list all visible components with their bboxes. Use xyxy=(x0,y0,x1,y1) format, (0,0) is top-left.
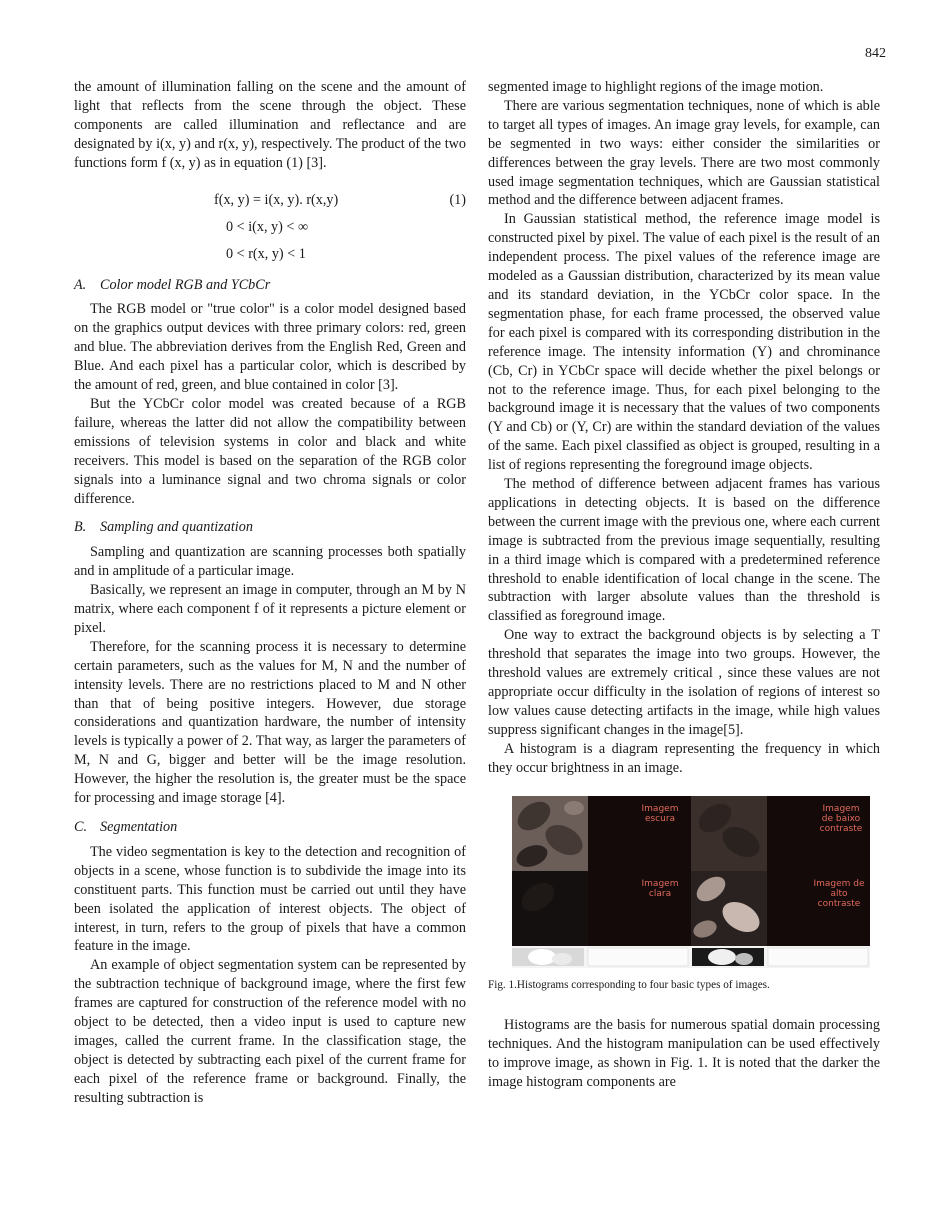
left-column xyxy=(74,78,466,1108)
section-label: C. xyxy=(74,819,88,835)
paragraph: Sampling and quantization are scanning processes both spatially and in amplitude of a particular image. xyxy=(74,544,466,580)
label-light-image: Imagem clara xyxy=(641,878,679,899)
right-column xyxy=(488,78,880,1092)
paragraph: segmented image to highlight regions of the image motion. xyxy=(488,79,824,95)
quadrant-light-image xyxy=(512,871,691,946)
section-label: A. xyxy=(74,276,87,293)
equation-block xyxy=(74,187,466,268)
page-number: 842 xyxy=(865,46,886,61)
paragraph: Histograms are the basis for numerous spatial domain processing techniques. And the histogram manipulation can be used effectively to improve image, as shown in Fig. 1. It is noted that the darker the image histogram components are xyxy=(488,1017,880,1091)
section-title: Segmentation xyxy=(100,819,178,835)
leaf-photo-high-contrast xyxy=(691,871,767,946)
section-heading-b xyxy=(74,518,466,537)
paragraph: But the YCbCr color model was created because of a RGB failure, whereas the latter did not allow the compatibility between emissions of television systems in color and black and white receivers. This model is based on the separation of the RGB color signals into a luminance signal and two chroma signals or color difference. xyxy=(74,395,466,507)
equation-number: (1) xyxy=(449,191,466,208)
paragraph: The video segmentation is key to the detection and recognition of objects in a scene, whose function is to subdivide the image into its constituent parts. This function must be carried out until they have been isolated the application of interest objects. The object of interest, in turn, refers to the group of pixels that have a common feature in the image. xyxy=(74,843,466,955)
figure-caption: Fig. 1.Histograms corresponding to four basic types of images. xyxy=(488,978,770,991)
leaf-photo-light xyxy=(512,871,588,946)
section-label: B. xyxy=(74,519,87,536)
leaf-photo-dark xyxy=(512,796,588,871)
paragraph: An example of object segmentation system can be represented by the subtraction technique of background image, where the first few frames are captured for construction of the reference model with no object to be detected, then a video input is used to capture new images, called the current frame. In the classification stage, the object is detected by subtracting each pixel of the current frame for each pixel of the reference frame or background. Finally, the resulting subtraction is xyxy=(74,957,466,1106)
equation-1: f(x, y) = i(x, y). r(x,y) xyxy=(214,191,339,208)
paragraph: Therefore, for the scanning process it is necessary to determine certain parameters, such as the values for M, N and the number of intensity levels. There are no restrictions placed to M and N other than that of being positive integers. However, due storage considerations and quantization hardware, the number of intensity levels is typically a power of 2. That way, as larger the parameters of M, N and G, bigger and better will be the image resolution. However, the higher the resolution is, the greater must be the space for processing and image storage [4]. xyxy=(74,638,466,807)
equation-condition-r: 0 < r(x, y) < 1 xyxy=(226,245,306,262)
figure-image xyxy=(512,796,870,946)
histogram-strip xyxy=(512,946,870,968)
paragraph: There are various segmentation techniques, none of which is able to target all types of images. An image gray levels, for example, can be segmented in two ways: either consider the similarities or differences between the gray levels. There are two most commonly used image segmentation techniques, which are Gaussian statistical method and the difference between adjacent frames. xyxy=(488,97,880,209)
label-high-contrast: Imagem de alto contraste xyxy=(813,878,865,909)
label-dark-image: Imagem escura xyxy=(641,803,679,824)
paragraph: The RGB model or "true color" is a color model designed based on the graphics output devices with three primary colors: red, green and blue. The abbreviation derives from the English Red, Green and Blue. And each pixel has a particular color, which is described by the amount of red, green, and blue contained in color [3]. xyxy=(74,301,466,394)
section-heading-a xyxy=(74,276,466,295)
quadrant-dark-image xyxy=(512,796,691,871)
leaf-photo-low-contrast xyxy=(691,796,767,871)
equation-condition-i: 0 < i(x, y) < ∞ xyxy=(226,218,309,235)
paragraph: the amount of illumination falling on the scene and the amount of light that reflects from the scene through the object. These components are called illumination and reflectance and are designated by i(x, y) and r(x, y), respectively. The product of the two functions form f (x, y) as in equation (1) [3]. xyxy=(74,79,466,171)
section-heading-c xyxy=(74,818,466,837)
figure-1 xyxy=(488,796,880,995)
paragraph: Basically, we represent an image in computer, through an M by N matrix, where each component f of it represents a picture element or pixel. xyxy=(74,582,466,636)
section-title: Sampling and quantization xyxy=(100,519,253,536)
paragraph: The method of difference between adjacent frames has various applications in detecting objects. It is based on the difference between the current image with the previous one, where each current image is subtracted from the previous image sequentially, resulting in a third image which is compared with a predetermined reference threshold to enable identification of local change in the scene. The subtraction with larger absolute values than the threshold is classified as foreground image. xyxy=(488,476,880,625)
paragraph: In Gaussian statistical method, the reference image model is constructed pixel by pixel. The value of each pixel is the result of an independent process. The pixel values of the reference image are modeled as a Gaussian distribution, characterized by its mean value and its standard deviation, in the YCbCr color space. In the segmentation phase, for each frame processed, the observed value for each pixel is compared with its corresponding distribution in the reference image. The intensity information (Y) and chrominance (Cb, Cr) in YCbCr space will decide whether the pixel belongs or not to the reference image. Thus, for each pixel belonging to the background image it is necessary that the values of two components (Y and Cb) or (Y, Cr) are within the standard deviation of the values of the same. Each pixel classified as object is grouped, resulting in a list of regions representing the foreground image objects. xyxy=(488,211,880,474)
quadrant-low-contrast xyxy=(691,796,870,871)
section-title: Color model RGB and YCbCr xyxy=(100,276,271,293)
paragraph: One way to extract the background objects is by selecting a T threshold that separates the image into two groups. However, the threshold values are extremely critical , since these values are not appropriate occur difficulty in the isolation of regions of interest so low values cause detecting artifacts in the image, while high values suppress significant changes in the image[5]. xyxy=(488,627,880,738)
paragraph: A histogram is a diagram representing the frequency in which they occur brightness in an image. xyxy=(488,740,880,776)
quadrant-high-contrast xyxy=(691,871,870,946)
label-low-contrast: Imagem de baixo contraste xyxy=(819,803,863,834)
